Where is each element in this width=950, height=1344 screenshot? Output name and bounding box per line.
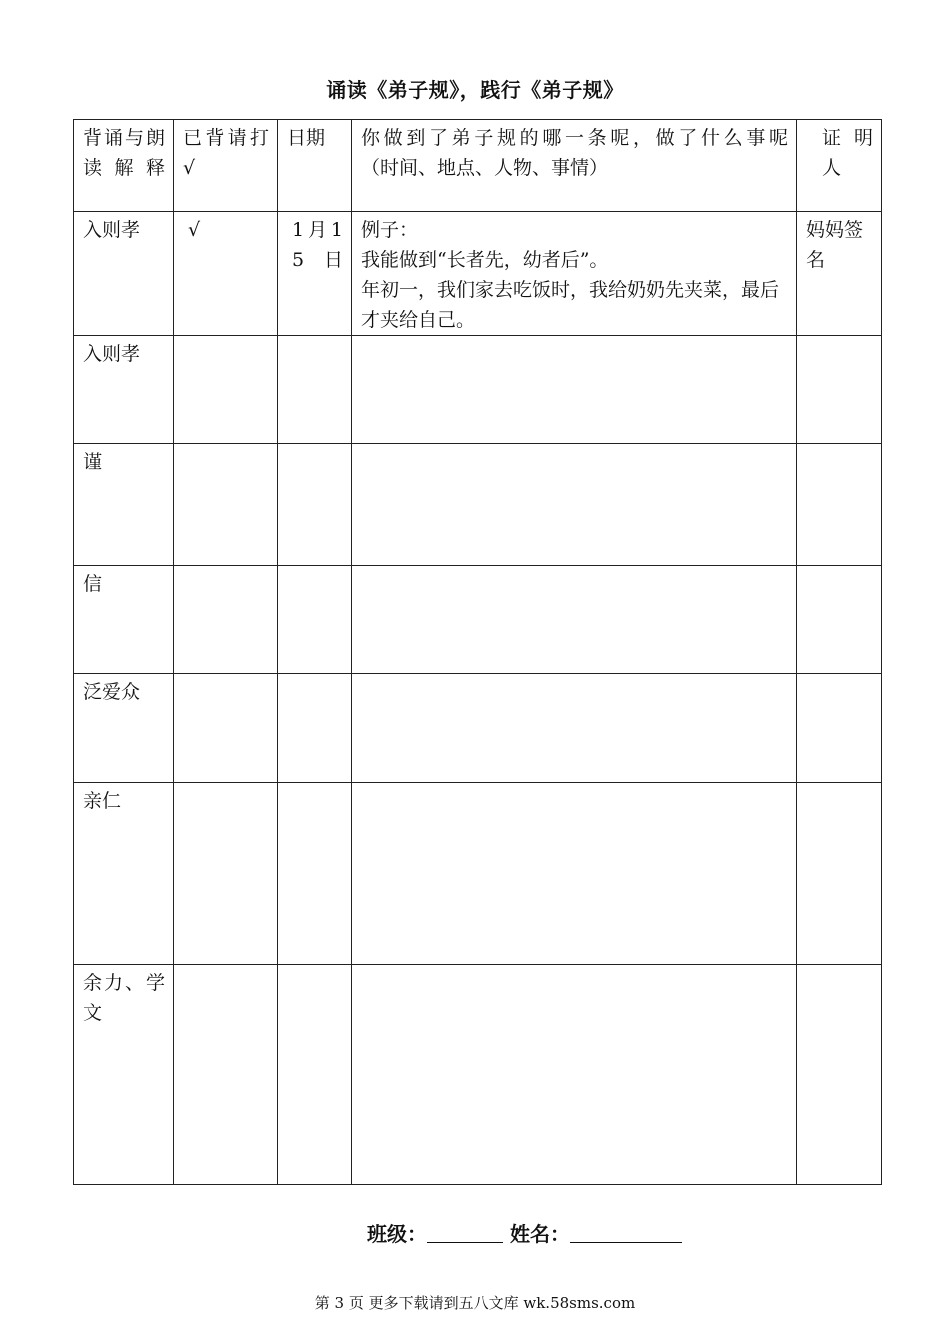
date-cell[interactable] (278, 336, 352, 444)
table-row (74, 783, 882, 965)
date-cell[interactable] (278, 444, 352, 566)
done-cell[interactable] (174, 444, 278, 566)
witness-cell[interactable] (797, 566, 882, 674)
deed-cell[interactable] (352, 674, 797, 783)
header-recite: 背诵与朗读解释 (74, 120, 174, 212)
row-label: 谨 (74, 444, 174, 566)
example-recite: 入则孝 (74, 212, 174, 336)
example-deed-line2: 我能做到“长者先，幼者后”。 (361, 249, 609, 271)
table-row (74, 444, 882, 566)
done-cell[interactable] (174, 336, 278, 444)
example-date: 1月15日 (278, 212, 352, 336)
example-deed-line3: 年初一，我们家去吃饭时，我给奶奶先夹菜，最后才夹给自己。 (361, 279, 780, 331)
witness-cell[interactable] (797, 965, 882, 1185)
class-label: 班级： (367, 1222, 427, 1246)
example-witness: 妈妈签名 (797, 212, 882, 336)
witness-cell[interactable] (797, 444, 882, 566)
deed-cell[interactable] (352, 336, 797, 444)
student-info (367, 1218, 682, 1247)
deed-cell[interactable] (352, 783, 797, 965)
name-blank[interactable] (570, 1222, 682, 1243)
row-label: 泛爱众 (74, 674, 174, 783)
done-cell[interactable] (174, 965, 278, 1185)
header-witness: 证明人 (797, 120, 882, 212)
witness-cell[interactable] (797, 336, 882, 444)
table-row (74, 336, 882, 444)
date-cell[interactable] (278, 566, 352, 674)
deed-cell[interactable] (352, 965, 797, 1185)
date-cell[interactable] (278, 965, 352, 1185)
done-cell[interactable] (174, 674, 278, 783)
practice-table (73, 119, 882, 1185)
deed-cell[interactable] (352, 444, 797, 566)
row-label: 余力、学文 (74, 965, 174, 1185)
date-cell[interactable] (278, 674, 352, 783)
page-footer: 第 3 页 更多下载请到五八文库 wk.58sms.com (314, 1294, 636, 1312)
header-done: 已背请打√ (174, 120, 278, 212)
done-cell[interactable] (174, 566, 278, 674)
header-deed (352, 120, 797, 212)
row-label: 信 (74, 566, 174, 674)
deed-cell[interactable] (352, 566, 797, 674)
header-deed-line2: （时间、地点、人物、事情） (361, 157, 609, 179)
example-deed-line1: 例子： (361, 219, 419, 241)
example-deed (352, 212, 797, 336)
done-cell[interactable] (174, 783, 278, 965)
class-blank[interactable] (427, 1222, 503, 1243)
witness-cell[interactable] (797, 674, 882, 783)
name-label: 姓名： (509, 1222, 570, 1246)
header-deed-line1: 你做到了弟子规的哪一条呢，做了什么事呢 (361, 127, 788, 149)
header-row (74, 120, 882, 212)
row-label: 亲仁 (74, 783, 174, 965)
table-row (74, 965, 882, 1185)
date-cell[interactable] (278, 783, 352, 965)
example-check: √ (174, 212, 278, 336)
table-row (74, 566, 882, 674)
document-title: 诵读《弟子规》，践行《弟子规》 (326, 78, 624, 102)
header-date: 日期 (278, 120, 352, 212)
example-row (74, 212, 882, 336)
witness-cell[interactable] (797, 783, 882, 965)
row-label: 入则孝 (74, 336, 174, 444)
table-row (74, 674, 882, 783)
